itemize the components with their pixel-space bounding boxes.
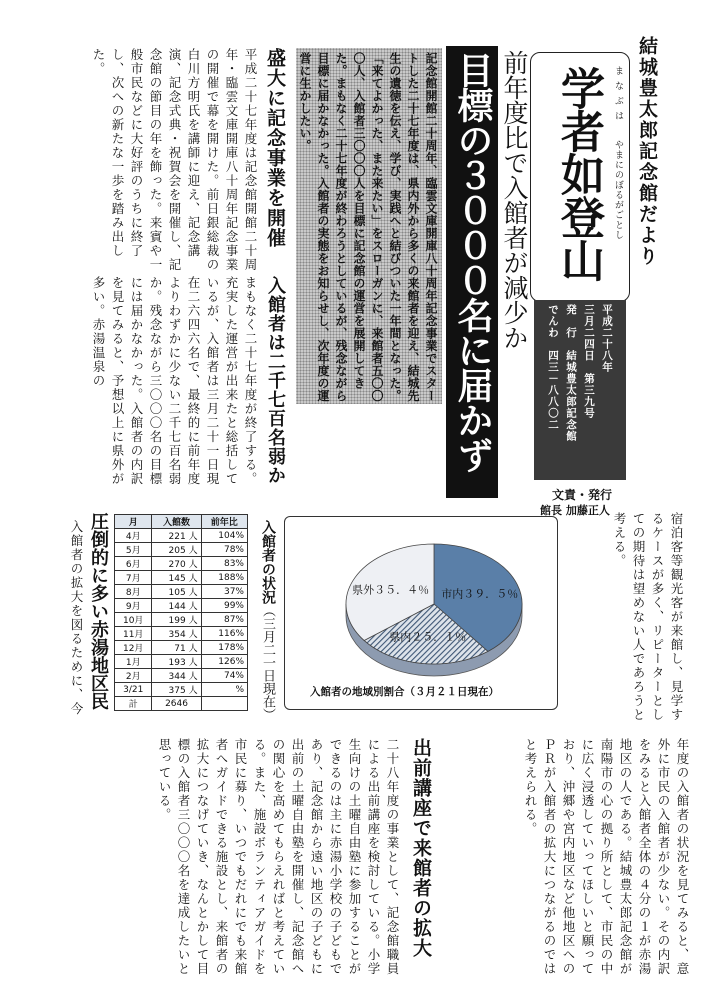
col-header-count: 入館数: [152, 515, 201, 529]
table-row: [115, 669, 248, 683]
cell-month: 10月: [115, 613, 152, 627]
article3-body: 入館者の拡大を図るために、今: [69, 520, 84, 716]
issue-line-2: 三月二四日 第三九号: [583, 304, 595, 419]
cell-count: 344 人: [152, 669, 201, 683]
pie-label-1: 県内２５．１％: [389, 630, 467, 644]
cell-count: 71 人: [152, 641, 201, 655]
status-date-note: （三月二一日現在）: [260, 604, 275, 721]
table-row: [115, 599, 248, 613]
pie-label-0: 市内３９．５％: [441, 587, 519, 601]
cell-ratio: 83%: [201, 557, 247, 571]
article1-body: 平成二十七年度は記念館開館二十周年・臨雲文庫開庫八十周年記念事業の開催で幕を開けた。前日銀総裁の白川方明氏を講師に迎え、記念講演、記念式典・祝賀会を開催し、記念館の節目の年を飾った。来賓や一般市民などに大好評のうちに終了し、次への新たな一歩を踏み出した。: [91, 48, 258, 272]
cell-ratio: 74%: [201, 669, 247, 683]
issue-line-3: 発 行 結城豊太郎記念館: [565, 304, 577, 442]
table-row: [115, 655, 248, 669]
issue-line-1: 平成二十八年: [601, 304, 613, 373]
cell-ratio: 37%: [201, 585, 247, 599]
masthead-subtitle: 結城豊太郎記念館だより: [636, 36, 658, 267]
editor-label: 文責・発行: [552, 488, 613, 502]
cell-count: 144 人: [152, 599, 201, 613]
table-row: [115, 613, 248, 627]
cell-count: 270 人: [152, 557, 201, 571]
table-row: [115, 543, 248, 557]
cell-ratio: %: [201, 683, 247, 697]
total-empty: [201, 697, 247, 711]
headline-sub: 前年度比で入館者が減少か: [500, 50, 529, 350]
cell-month: 5月: [115, 543, 152, 557]
pie-chart: [284, 516, 556, 708]
table-row: [115, 529, 248, 543]
masthead-reading-b: やまにのぼるがごとし: [613, 140, 623, 240]
masthead-reading-a: まなぶは: [613, 66, 623, 126]
cell-month: 6月: [115, 557, 152, 571]
lead-text: 記念館開館二十周年、臨雲文庫開庫八十周年記念事業でスタートした二十七年度は、県内外から多くの来館者を迎え、結城先生の遺徳を伝え、学び、実践へと結びついた一年間となった。「来てよかった、また来たい」をスローガンに、来館者五〇〇〇人、入館者三〇〇〇人を目標に記念館の運営を展開してきた。まもなく二十七年度が終わろうとしているが、残念ながら目標に届かなかった。入館者の実態をお知らせし、次年度の運営に生かしたい。: [298, 52, 438, 402]
total-label: 計: [115, 697, 152, 711]
cell-count: 145 人: [152, 571, 201, 585]
chart-title: 入館者の地域別割合（３月２１日現在）: [310, 686, 499, 698]
total-value: 2646: [152, 697, 201, 711]
table-body: [115, 529, 248, 697]
col-header-month: 月: [115, 515, 152, 529]
table-row: [115, 641, 248, 655]
col-header-ratio: 前年比: [201, 515, 247, 529]
cell-month: 11月: [115, 627, 152, 641]
pie-label-2: 県外３５．４％: [352, 583, 430, 597]
cell-month: 9月: [115, 599, 152, 613]
cell-count: 221 人: [152, 529, 201, 543]
cell-count: 199 人: [152, 613, 201, 627]
cell-ratio: 178%: [201, 641, 247, 655]
cell-month: 7月: [115, 571, 152, 585]
cell-ratio: 188%: [201, 571, 247, 585]
cell-month: 4月: [115, 529, 152, 543]
cell-ratio: 126%: [201, 655, 247, 669]
cell-ratio: 87%: [201, 613, 247, 627]
cell-ratio: 99%: [201, 599, 247, 613]
article2-body: まもなく二十七年度が終了する。充実した運営が出来たと総括しているが、入館者は三月二十一日現在二六四六名で、最終的に前年度よりわずかに少ない二千七百名弱か。残念ながら三〇〇〇名の目標には届かなかった。入館者の内訳を見てみると、予想以上に県外が多い。赤湯温泉の: [91, 276, 258, 486]
right-text: 宿泊客等観光客が来館し、見学するケースが多く、リピーターとしての期待は望めない人であろうと考える。: [612, 512, 684, 722]
headline-main: 目標の３０００名に届かず: [452, 52, 493, 472]
cell-ratio: 104%: [201, 529, 247, 543]
masthead-title: 学者如登山: [553, 66, 604, 281]
table-row: [115, 683, 248, 697]
cell-month: 1月: [115, 655, 152, 669]
article3-heading: 圧倒的に多い赤湯地区民: [88, 512, 109, 710]
bottom-col-a: 年度の入館者の状況を見てみると、意外に市民の入館者が少ない。その内訳をみると入館者全体の４分の１が赤湯地区の人である。結城豊太郎記念館が南陽市の心の拠り所として、市民の中に広く浸透していってほしいと願っており、沖郷や宮内地区など他地区へのＰＲが入館者の拡大につながるのではと考えられる。: [523, 738, 690, 976]
cell-month: 8月: [115, 585, 152, 599]
cell-ratio: 78%: [201, 543, 247, 557]
bottom-heading: 出前講座で来館者の拡大: [410, 738, 432, 958]
issue-line-4: でんわ 四三－八八〇二: [547, 304, 559, 431]
cell-count: 375 人: [152, 683, 201, 697]
cell-ratio: 116%: [201, 627, 247, 641]
table-header-row: [115, 515, 248, 529]
table-row: [115, 557, 248, 571]
cell-count: 193 人: [152, 655, 201, 669]
table-total-row: [115, 697, 248, 711]
cell-count: 205 人: [152, 543, 201, 557]
table-row: [115, 627, 248, 641]
editor-name: 館長 加藤正人: [540, 504, 610, 517]
bottom-col-b: 二十八年度の事業として、記念館職員による出前講座を検討している。小学生向けの土曜自由塾に参加することができるのは主に赤湯小学校の子どもであり、記念館から遠い地区の子どもに出前の土曜自由塾を開催し、記念館への関心を高めてもらえればと考えている。また、施設ボランティアガイドを市民に募り、いつでもだれにでも来館者へガイドできる施設とし、来館者の拡大につなげていき、なんとかして目標の入館者三〇〇〇名を達成したいと思っている。: [157, 738, 400, 976]
cell-month: 2月: [115, 669, 152, 683]
cell-month: 12月: [115, 641, 152, 655]
cell-count: 105 人: [152, 585, 201, 599]
article2-heading: 入館者は二千七百名弱か: [265, 276, 286, 485]
table-row: [115, 571, 248, 585]
cell-month: 3/21: [115, 683, 152, 697]
article1-heading: 盛大に記念事業を開催: [264, 48, 286, 248]
cell-count: 354 人: [152, 627, 201, 641]
status-heading: 入館者の状況: [260, 520, 276, 604]
monthly-table: [114, 514, 248, 711]
table-row: [115, 585, 248, 599]
